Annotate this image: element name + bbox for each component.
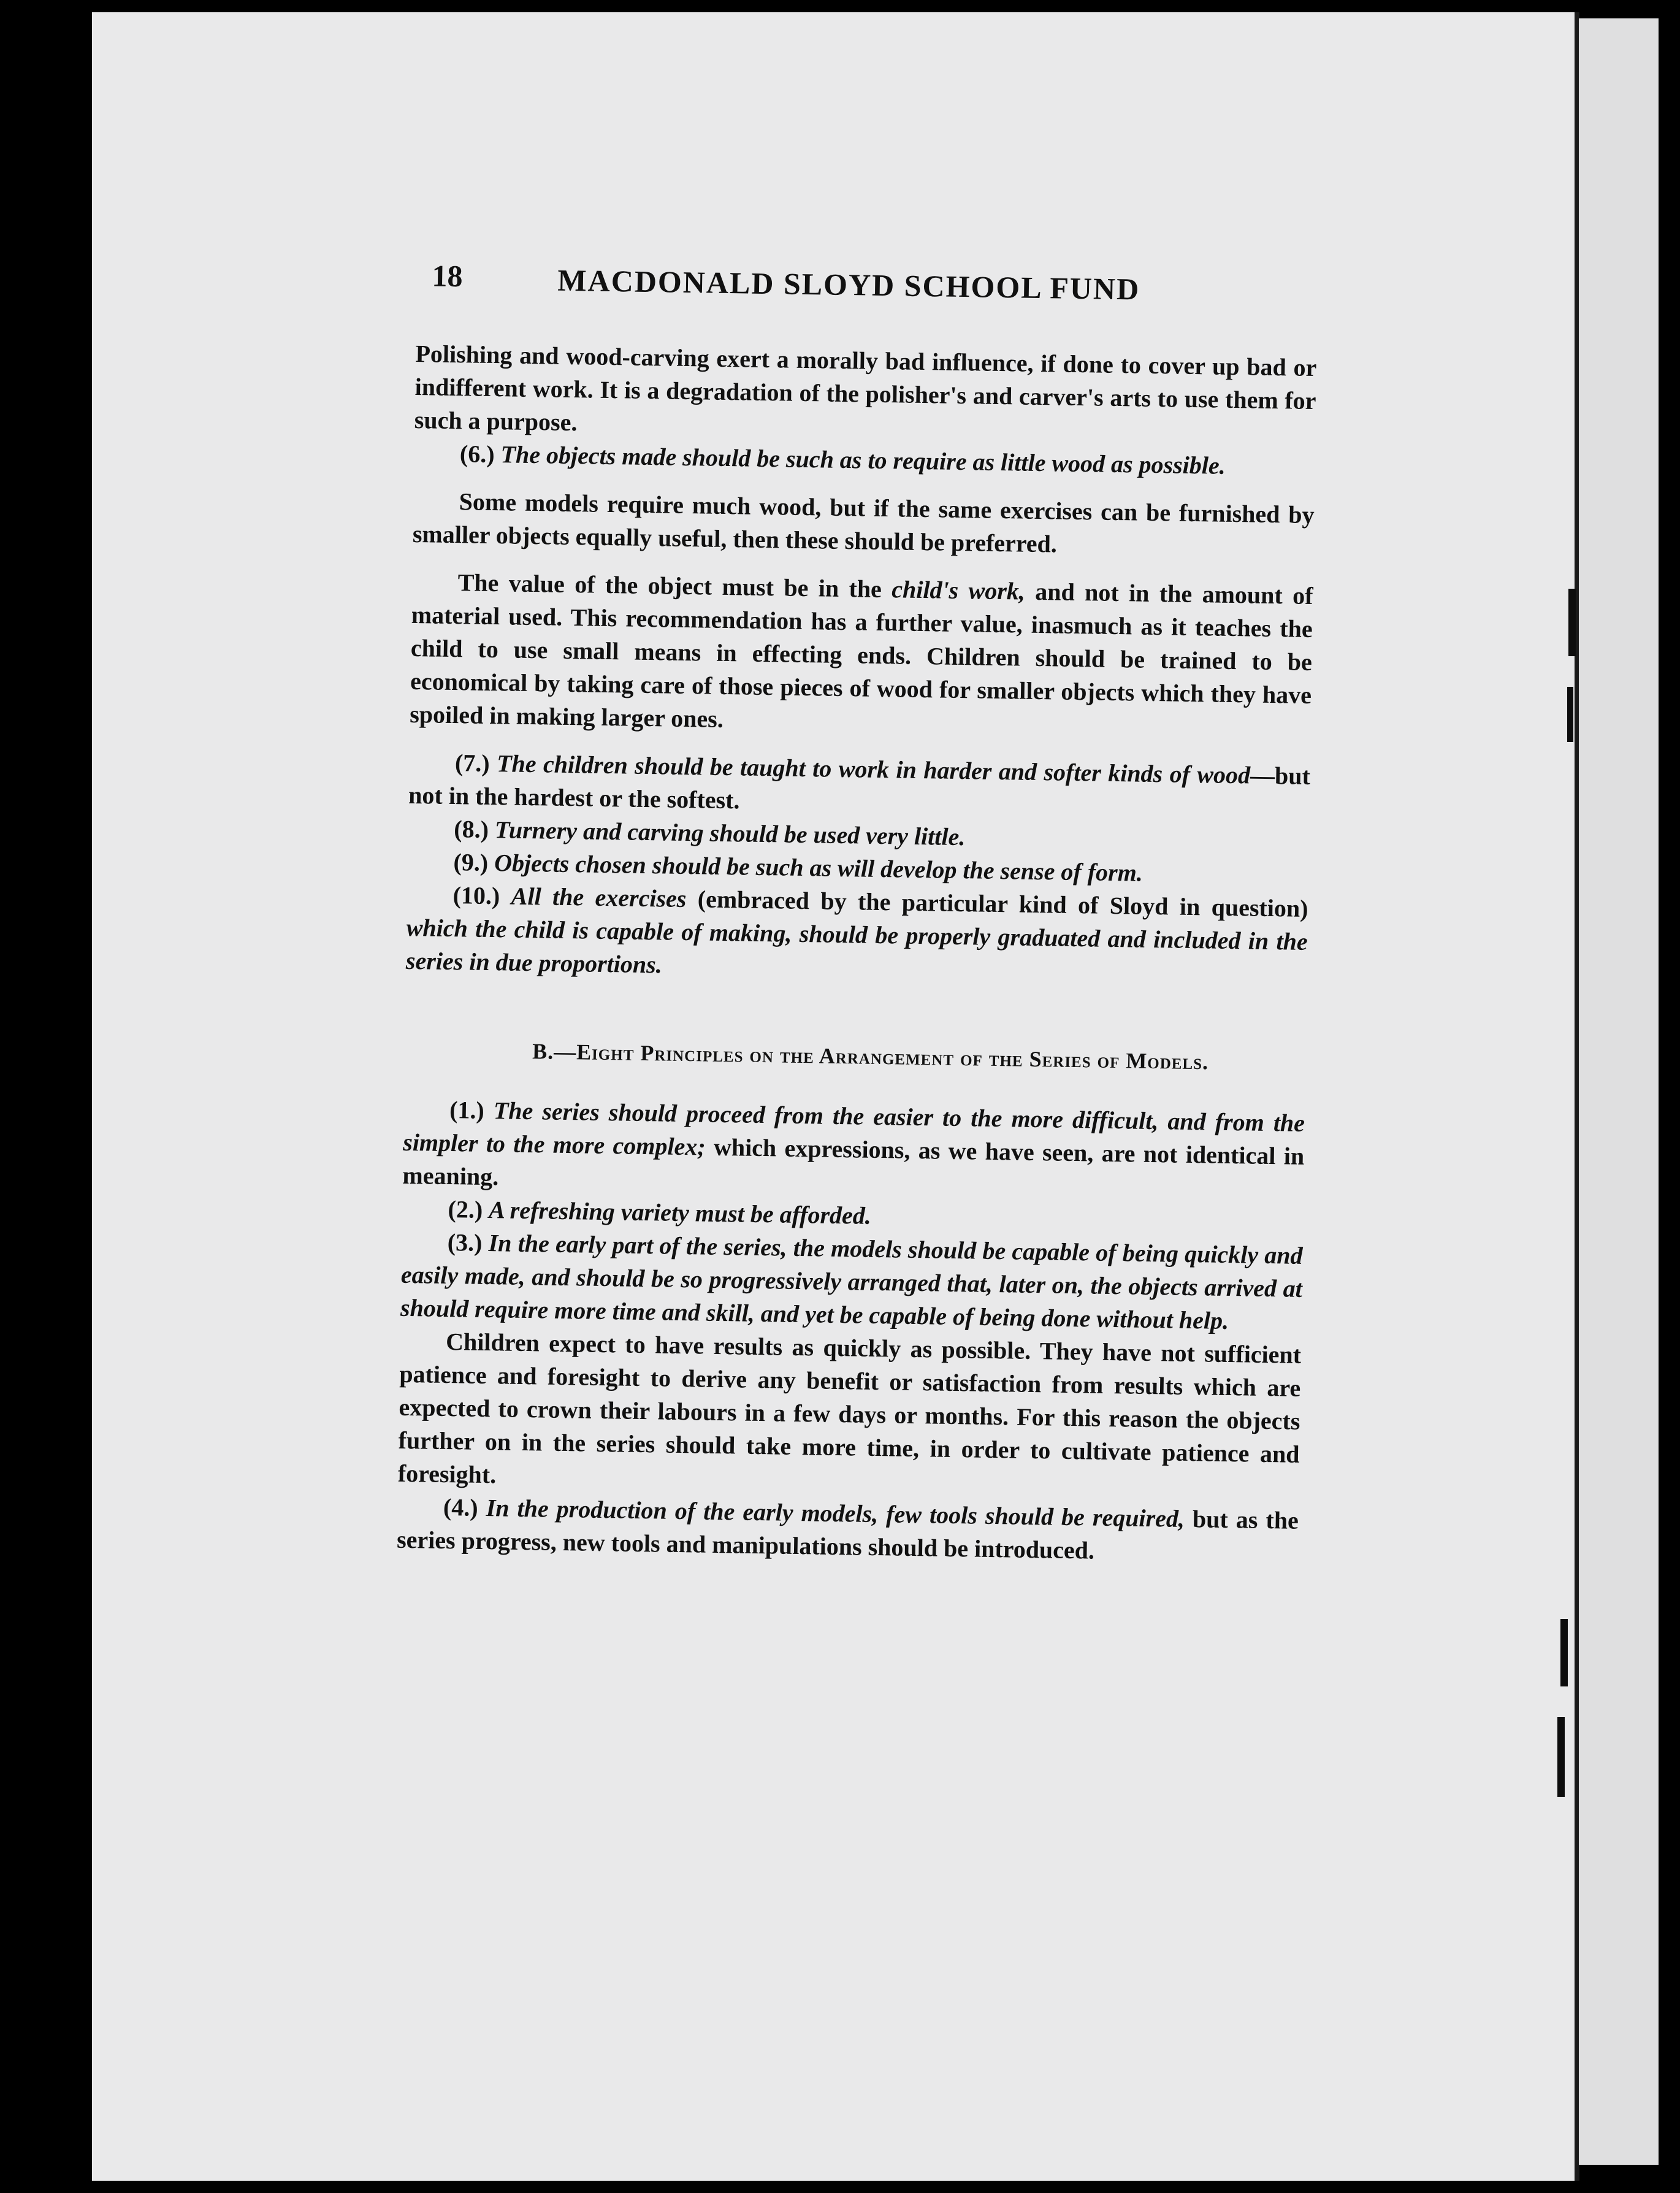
paragraph: The value of the object must be in the child's work, and not in the amount of material used. This recommendation has a further value, inasmuch as it teaches the child to use small means in effecting ends. Children should be trained to be economical by taking care of those pieces of wood for smaller objects which they have spoiled in making larger ones. [409,568,1313,733]
running-title: MACDONALD SLOYD SCHOOL FUND [557,262,1140,307]
numbered-principle: (7.) The children should be taught to work in harder and softer kinds of wood—but not in the hardest or the softest. [408,749,1311,814]
numbered-principle: (1.) The series should proceed from the easier to the more difficult, and from the simpler to the more complex; which expressions, as we have seen, are not identical in meaning. [402,1096,1305,1191]
numbered-principle: (2.) A refreshing variety must be afforded. [448,1195,872,1230]
numbered-principle: (3.) In the early part of the series, the models should be capable of being quickly and easily made, and should be so progressively arranged that, later on, the objects arrived at should require more time and skill, and yet be capable of being done without help. [400,1228,1303,1335]
numbered-principle: (10.) All the exercises (embraced by the particular kind of Sloyd in question) which the child is capable of making, should be properly graduated and included in the series in due proportions. [405,881,1308,979]
facing-page-edge [1579,18,1659,2165]
binding-mark [1568,589,1576,656]
numbered-principle: (4.) In the production of the early models, few tools should be required, but as the series progress, new tools and manipulations should be introduced. [396,1493,1299,1564]
binding-mark [1557,1717,1565,1797]
paragraph: Polishing and wood-carving exert a morally bad influence, if done to cover up bad or indifferent work. It is a degradation of the polisher's and carver's arts to use them for such a purpose. [414,339,1317,437]
page-text-block [397,258,1318,1571]
numbered-principle: (9.) Objects chosen should be such as will develop the sense of form. [453,848,1144,887]
page-number: 18 [432,258,463,294]
binding-mark [1567,687,1573,742]
numbered-principle: (6.) The objects made should be such as to require as little wood as possible. [459,440,1226,480]
paragraph: Some models require much wood, but if the same exercises can be furnished by smaller objects equally useful, then these should be preferred. [412,488,1315,558]
binding-mark [1560,1619,1568,1686]
section-heading: B.—Eight Principles on the Arrangement of the Series of Models. [532,1039,1209,1074]
paragraph: Children expect to have results as quickly as possible. They have not sufficient patience and foresight to derive any benefit or satisfaction from results which are expected to crown their labours in a few days or months. For this reason the objects further on in the series should take more time, in order to cultivate patience and foresight. [397,1327,1302,1489]
numbered-principle: (8.) Turnery and carving should be used very little. [454,815,966,851]
